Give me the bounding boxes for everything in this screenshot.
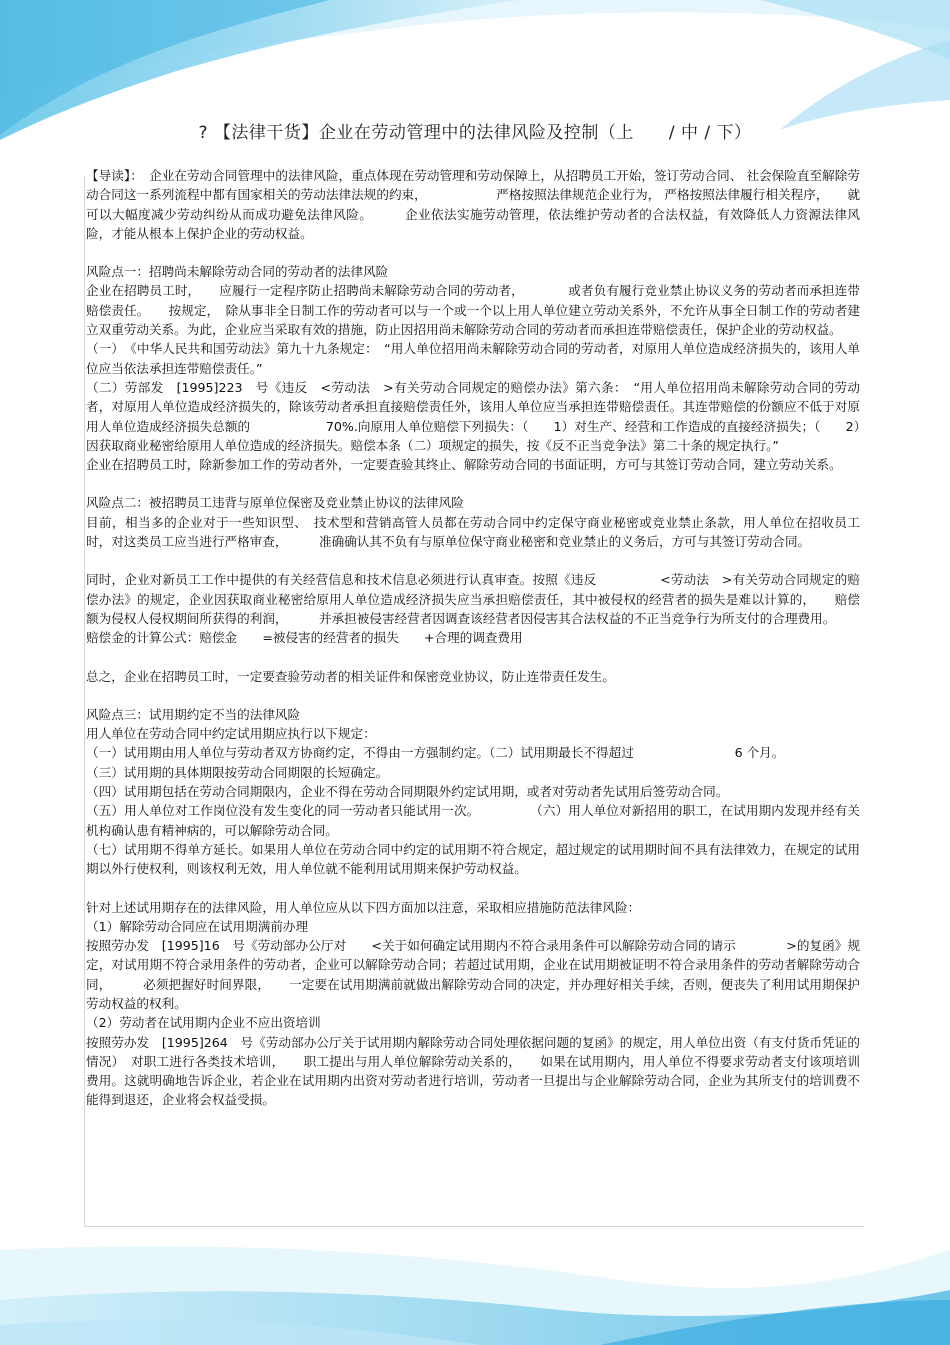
left-margin-line: [84, 176, 85, 1226]
paragraph: （四）试用期包括在劳动合同期限内，企业不得在劳动合同期限外约定试用期，或者对劳动者先试用后签劳动合同。: [86, 784, 729, 800]
paragraph: （二）劳部发 [1995]223 号《违反 <劳动法 >有关劳动合同规定的赔偿办法》第六条： “用人单位招用尚未解除劳动合同的劳动者，对原用人单位造成经济损失的，除该劳动者承担直接赔偿责任外，该用人单位应当承担连带赔偿责任。其连带赔偿的份额应不低于对原用人单位造成经济损失总额的 70%.向原用人单位赔偿下列损失：（ 1）对生产、经营和工作造成的直接经济损失；（ 2）因获取商业秘密给原用人单位造成的经济损失。赔偿本条（二）项规定的损失，按《反不正当竞争法》第二十条的规定执行。”: [86, 379, 860, 453]
document-body: [86, 166, 860, 1110]
paragraph: （一） 《中华人民共和国劳动法》第九十九条规定： “用人单位招用尚未解除劳动合同的劳动者，对原用人单位造成经济损失的，该用人单位应当依法承担连带赔偿责任。”: [86, 341, 860, 376]
paragraph: 赔偿金的计算公式：赔偿金 =被侵害的经营者的损失 +合理的调查费用: [86, 630, 523, 646]
paragraph: 用人单位在劳动合同中约定试用期应执行以下规定：: [86, 726, 376, 742]
paragraph: 【导读】： 企业在劳动合同管理中的法律风险，重点体现在劳动管理和劳动保障上，从招聘员工开始，签订劳动合同、 社会保险直至解除劳动合同这一系列流程中都有国家相关的劳动法律法规的约束， 严格按照法律规范企业行为， 严格按照法律履行相关程序， 就可以大幅度减少劳动纠纷从而成功避免法律风险。 企业依法实施劳动管理，依法维护劳动者的合法权益，有效降低人力资源法律风险，才能从根本上保护企业的劳动权益。: [86, 168, 860, 241]
paragraph: 风险点三：试用期约定不当的法律风险: [86, 706, 301, 722]
blank-line: [86, 551, 860, 570]
paragraph: （七）试用期不得单方延长。如果用人单位在劳动合同中约定的试用期不符合规定，超过规定的试用期时间不具有法律效力，在规定的试用期以外行使权利，则该权利无效，用人单位就不能利用试用期来保护劳动权益。: [86, 841, 860, 877]
blank-line: [86, 686, 860, 705]
paragraph: 风险点二：被招聘员工违背与原单位保密及竞业禁止协议的法律风险: [86, 495, 464, 511]
bottom-margin-line: [84, 1226, 864, 1227]
paragraph: （三）试用期的具体期限按劳动合同期限的长短确定。: [86, 764, 389, 780]
document-title: ? 【法律干货】企业在劳动管理中的法律风险及控制（上 / 中 / 下）: [198, 123, 752, 143]
paragraph: 按照劳办发 [1995]264 号《劳动部办公厅关于试用期内解除劳动合同处理依据问题的复函》的规定，用人单位出资（有支付货币凭证的情况） 对职工进行各类技术培训， 职工提出与用人单位解除劳动关系的， 如果在试用期内，用人单位不得要求劳动者支付该项培训费用。这就明确地告诉企业，若企业在试用期内出资对劳动者进行培训，劳动者一旦提出与企业解除劳动合同，企业为其所支付的培训费不能得到退还，企业将会权益受损。: [86, 1034, 860, 1108]
paragraph: （一）试用期由用人单位与劳动者双方协商约定，不得由一方强制约定。（二）试用期最长不得超过 6 个月。: [86, 745, 785, 761]
paragraph: 风险点一：招聘尚未解除劳动合同的劳动者的法律风险: [86, 264, 389, 280]
blank-line: [86, 879, 860, 898]
paragraph: 目前，相当多的企业对于一些知识型、 技术型和营销高管人员都在劳动合同中约定保守商业秘密或竞业禁止条款，用人单位在招收员工时，对这类员工应当进行严格审查， 准确确认其不负有与原单位保守商业秘密和竞业禁止的义务后，方可与其签订劳动合同。: [86, 514, 860, 550]
paragraph: （1）解除劳动合同应在试用期满前办理: [86, 918, 309, 934]
blank-line: [86, 474, 860, 493]
paragraph: 总之，企业在招聘员工时，一定要查验劳动者的相关证件和保密竞业协议，防止连带责任发生。: [86, 668, 615, 684]
paragraph: （2）劳动者在试用期内企业不应出资培训: [86, 1015, 321, 1031]
paragraph: （五）用人单位对工作岗位没有发生变化的同一劳动者只能试用一次。 （六）用人单位对新招用的职工，在试用期内发现并经有关机构确认患有精神病的，可以解除劳动合同。: [86, 803, 860, 838]
blank-line: [86, 243, 860, 262]
paragraph: 针对上述试用期存在的法律风险，用人单位应从以下四方面加以注意，采取相应措施防范法律风险：: [86, 899, 641, 915]
blank-line: [86, 648, 860, 667]
paragraph: 按照劳办发 [1995]16 号《劳动部办公厅对 <关于如何确定试用期内不符合录用条件可以解除劳动合同的请示 >的复函》规定，对试用期不符合录用条件的劳动者，企业可以解除劳动合同；若超过试用期，企业在试用期被证明不符合录用条件的劳动者解除劳动合同， 必须把握好时间界限， 一定要在试用期满前就做出解除劳动合同的决定，并办理好相关手续，否则，便丧失了利用试用期保护劳动权益的权利。: [86, 938, 860, 1011]
paragraph: 企业在招聘员工时， 应履行一定程序防止招聘尚未解除劳动合同的劳动者， 或者负有履行竞业禁止协议义务的劳动者而承担连带赔偿责任。 按规定， 除从事非全日制工作的劳动者可以与一个或一个以上用人单位建立劳动关系外，不允许从事全日制工作的劳动者建立双重劳动关系。为此，企业应当采取有效的措施，防止因招用尚未解除劳动合同的劳动者而承担连带赔偿责任，保护企业的劳动权益。: [86, 283, 860, 338]
paragraph: 同时，企业对新员工工作中提供的有关经营信息和技术信息必须进行认真审查。按照《违反 <劳动法 >有关劳动合同规定的赔偿办法》的规定，企业因获取商业秘密给原用人单位造成经济损失应当承担赔偿责任，其中被侵权的经营者的损失是难以计算的， 赔偿额为侵权人侵权期间所获得的利润， 并承担被侵害经营者因调查该经营者因侵害其合法权益的不正当竞争行为所支付的合理费用。: [86, 572, 860, 626]
paragraph: 企业在招聘员工时，除新参加工作的劳动者外，一定要查验其终止、解除劳动合同的书面证明，方可与其签订劳动合同，建立劳动关系。: [86, 457, 842, 473]
